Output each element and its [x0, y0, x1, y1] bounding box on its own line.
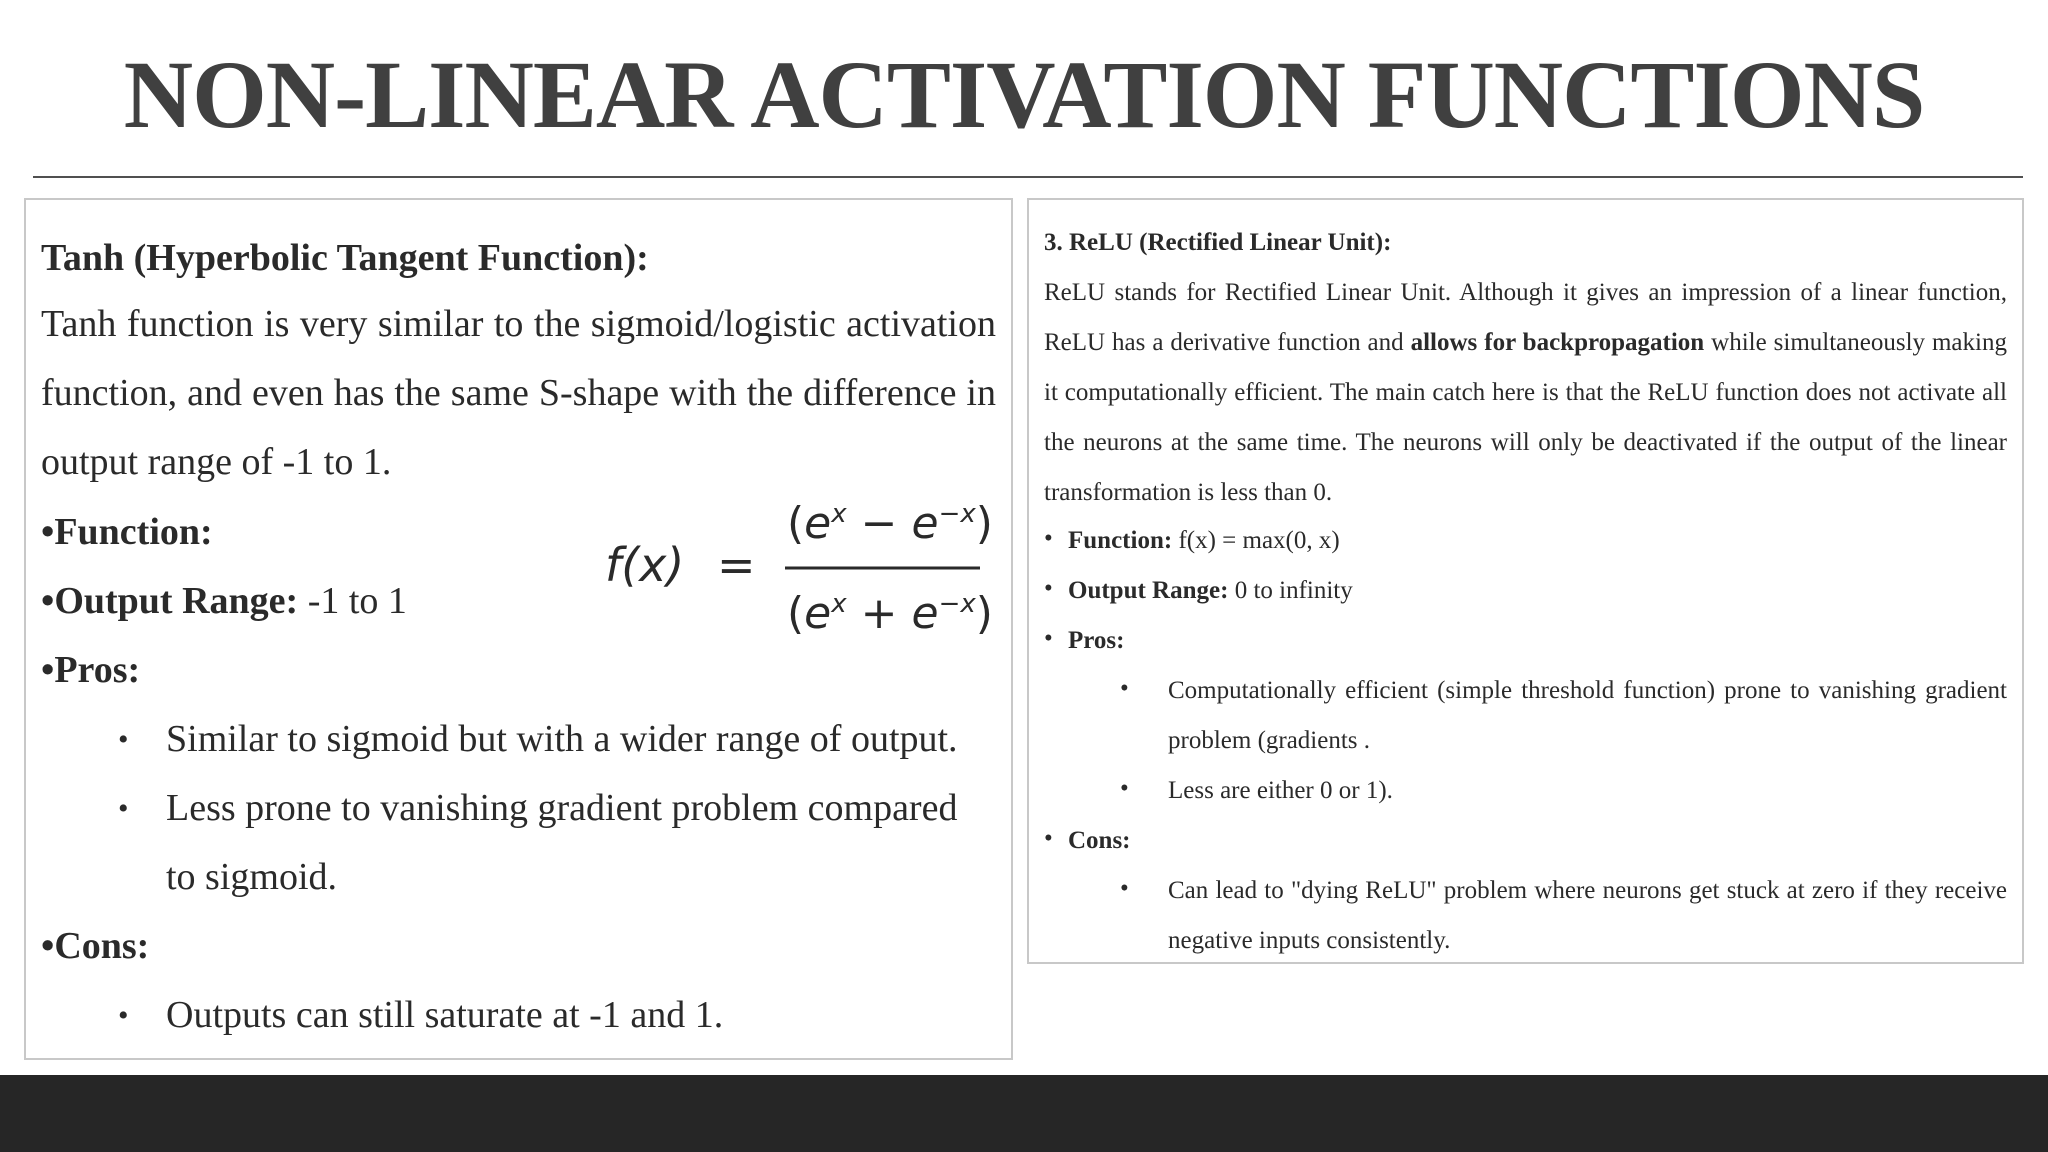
relu-desc-part1: ReLU stands for Rectified Linear Unit. Although it gives an impression of a linear function, ReLU has a derivative function and	[1044, 279, 2007, 356]
formula-equals: =	[717, 538, 756, 592]
relu-con-item	[1044, 866, 2007, 966]
bullet-icon: •	[1120, 675, 1129, 702]
relu-desc-bold: allows for backpropagation	[1410, 329, 1705, 356]
formula-numerator: $(e^x - e^{-x})$	[787, 498, 993, 549]
relu-pro-item	[1044, 766, 2007, 816]
tanh-pros-label	[41, 636, 140, 705]
relu-pro-item	[1044, 666, 2007, 766]
relu-function	[1044, 516, 2004, 566]
relu-output-range	[1044, 566, 2004, 616]
formula-denominator: $(e^x + e^{-x})$	[787, 588, 993, 639]
relu-cons-label-bold: Cons:	[1068, 827, 1131, 854]
bullet-icon: •	[1044, 625, 1053, 652]
square-bullet-icon: •	[41, 580, 55, 622]
relu-pro-text: Less are either 0 or 1).	[1168, 777, 1393, 804]
relu-output-range-label: Output Range:	[1068, 577, 1229, 604]
page-title: NON-LINEAR ACTIVATION FUNCTIONS	[123, 41, 1925, 148]
tanh-cons-label	[41, 912, 149, 981]
tanh-con-text: Outputs can still saturate at -1 and 1.	[166, 994, 724, 1036]
relu-heading: 3. ReLU (Rectified Linear Unit):	[1044, 229, 1392, 256]
relu-output-range-text	[1068, 566, 1353, 616]
relu-con-text: Can lead to "dying ReLU" problem where neurons get stuck at zero if they receive negative inputs consistently.	[1168, 877, 2007, 954]
relu-cons-label	[1044, 816, 2004, 866]
tanh-formula	[605, 478, 1005, 658]
relu-pros-label-bold: Pros:	[1068, 627, 1125, 654]
output-range-value-text: -1 to 1	[298, 580, 407, 622]
cons-label-text: Cons:	[54, 925, 150, 967]
tanh-heading: Tanh (Hyperbolic Tangent Function):	[41, 237, 649, 279]
tanh-pro-text: Less prone to vanishing gradient problem compared to sigmoid.	[166, 787, 958, 898]
function-label-text: Function:	[54, 511, 213, 553]
title-divider	[33, 176, 2023, 178]
relu-pro-text: Computationally efficient (simple threshold function) prone to vanishing gradient problem (gradients .	[1168, 677, 2007, 754]
pros-label-text: Pros:	[54, 649, 141, 691]
relu-function-label: Function:	[1068, 527, 1173, 554]
formula-lhs: f(x)	[605, 538, 685, 592]
tanh-description: Tanh function is very similar to the sigmoid/logistic activation function, and even has the same S-shape with the difference in output range of -1 to 1.	[41, 303, 996, 483]
bullet-icon: •	[1044, 575, 1053, 602]
square-bullet-icon: •	[41, 925, 55, 967]
bullet-icon: •	[118, 792, 129, 825]
tanh-output-range	[41, 567, 407, 636]
tanh-function-label	[41, 498, 213, 567]
relu-function-text	[1068, 516, 1340, 566]
bullet-icon: •	[1044, 525, 1053, 552]
relu-cons-label-text	[1068, 816, 1131, 866]
relu-pros-label	[1044, 616, 2004, 666]
bullet-icon: •	[1044, 825, 1053, 852]
footer-bar	[0, 1075, 2048, 1152]
bullet-icon: •	[1120, 775, 1129, 802]
bullet-icon: •	[1120, 875, 1129, 902]
relu-output-range-value: 0 to infinity	[1228, 577, 1353, 604]
relu-function-value: f(x) = max(0, x)	[1172, 527, 1340, 554]
relu-description	[1044, 268, 2007, 518]
square-bullet-icon: •	[41, 649, 55, 691]
relu-pros-label-text	[1068, 616, 1124, 666]
tanh-pro-text: Similar to sigmoid but with a wider range of output.	[166, 718, 958, 760]
relu-desc-part2: while simultaneously making it computationally efficient. The main catch here is that the ReLU function does not activate all the neurons at the same time. The neurons will only be deactivated if the output of the linear transformation is less than 0.	[1044, 329, 2007, 506]
output-range-label-text: Output Range:	[54, 580, 299, 622]
bullet-icon: •	[118, 999, 129, 1032]
bullet-icon: •	[118, 723, 129, 756]
square-bullet-icon: •	[41, 511, 55, 553]
